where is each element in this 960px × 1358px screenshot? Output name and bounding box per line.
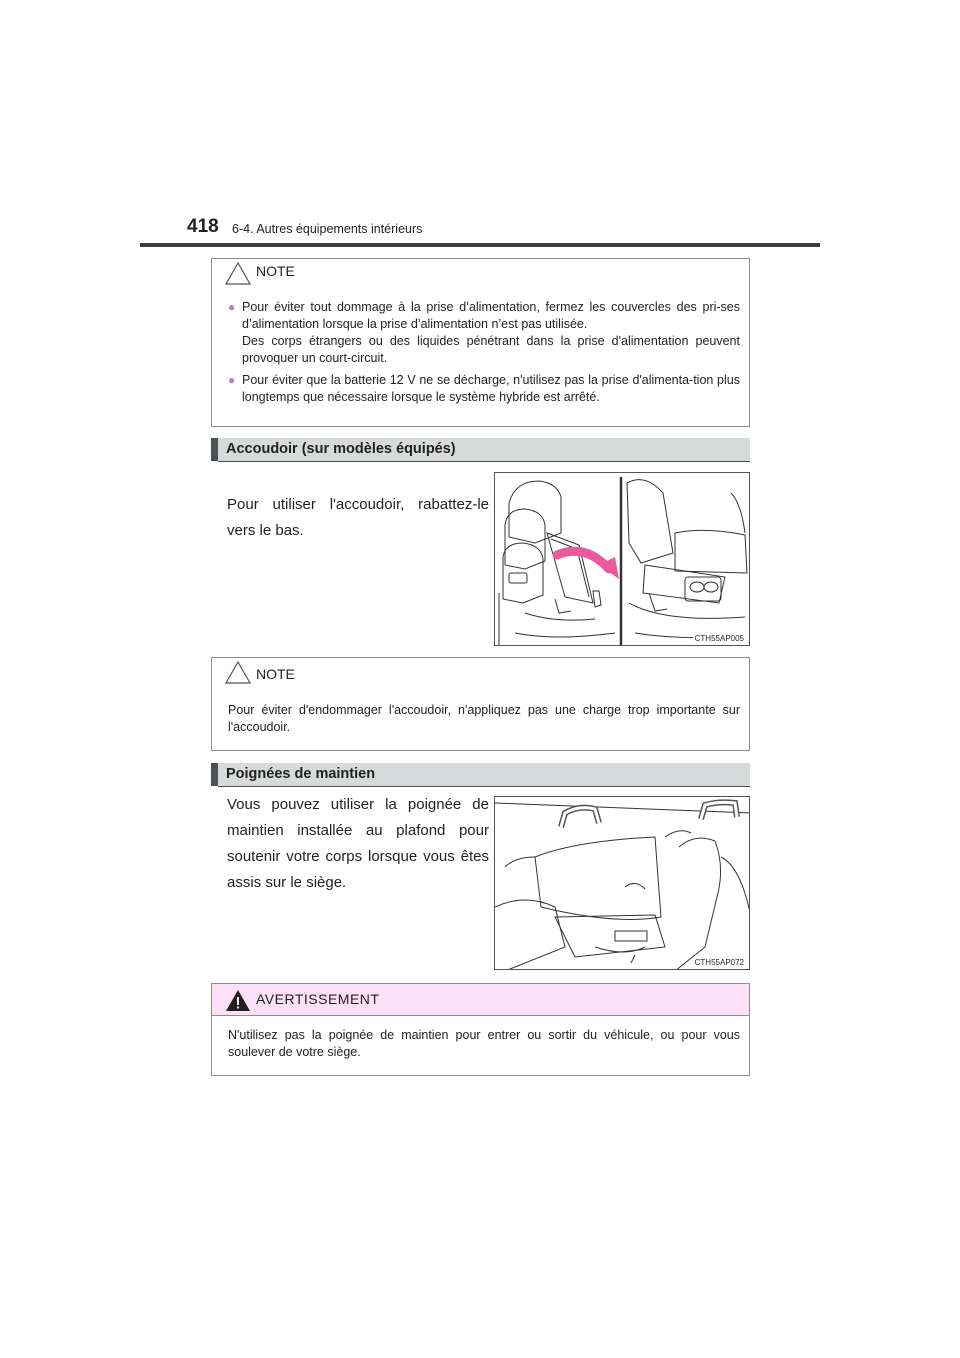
caution-triangle-icon xyxy=(225,661,251,684)
image-code: CTH55AP005 xyxy=(694,634,744,643)
warning-box xyxy=(211,983,750,1076)
section-bar xyxy=(211,438,218,461)
note-item-text: Pour éviter tout dommage à la prise d’alimentation, fermez les couvercles des pri-ses d’alimentation lorsque la prise d’alimentation n’est pas utilisée. Des corps étrangers ou des liquides pénétrant dans la prise d'alimentation peuvent provoquer un court-circuit. xyxy=(242,300,740,365)
section-bar xyxy=(211,763,218,786)
page-number: 418 xyxy=(187,216,219,237)
grab-handle-drawing xyxy=(495,797,750,970)
warning-triangle-icon xyxy=(225,989,251,1012)
armrest-illustration xyxy=(494,472,750,646)
image-code: CTH55AP072 xyxy=(694,958,744,967)
note-title: NOTE xyxy=(256,263,295,279)
caution-triangle-icon xyxy=(225,262,251,285)
note-title: NOTE xyxy=(256,666,295,682)
warning-title: AVERTISSEMENT xyxy=(256,991,380,1007)
section-heading-grab-handles xyxy=(211,763,750,786)
note-box-armrest xyxy=(211,657,750,751)
bullet-dot-icon: ● xyxy=(228,300,236,314)
note-text: Pour éviter d'endommager l'accoudoir, n'appliquez pas une charge trop importante sur l'accoudoir. xyxy=(228,703,740,734)
warning-body xyxy=(212,1015,749,1075)
grab-handle-illustration xyxy=(494,796,750,970)
section-heading-armrest xyxy=(211,438,750,461)
warning-text: N'utilisez pas la poignée de maintien pour entrer ou sortir du véhicule, ou pour vous soulever de votre siège. xyxy=(228,1028,740,1059)
grab-handle-instructions: Vous pouvez utiliser la poignée de maintien installée au plafond pour soutenir votre corps lorsque vous êtes assis sur le siège. xyxy=(227,796,489,891)
note-body xyxy=(228,299,740,411)
section-underline xyxy=(218,461,750,462)
section-heading-label: Poignées de maintien xyxy=(226,766,376,782)
section-underline xyxy=(218,786,750,787)
armrest-instructions: Pour utiliser l'accoudoir, rabattez-le vers le bas. xyxy=(227,496,489,539)
note-box-power-outlet xyxy=(211,258,750,427)
note-item-text: Pour éviter que la batterie 12 V ne se décharge, n'utilisez pas la prise d'alimenta-tion plus longtemps que nécessaire lorsque le système hybride est arrêté. xyxy=(242,373,740,404)
bullet-dot-icon: ● xyxy=(228,373,236,387)
note-item xyxy=(228,299,740,367)
chapter-title: 6-4. Autres équipements intérieurs xyxy=(232,222,423,236)
note-item xyxy=(228,372,740,406)
section-heading-label: Accoudoir (sur modèles équipés) xyxy=(226,441,456,457)
armrest-drawing xyxy=(495,473,750,646)
header-rule xyxy=(140,243,820,247)
